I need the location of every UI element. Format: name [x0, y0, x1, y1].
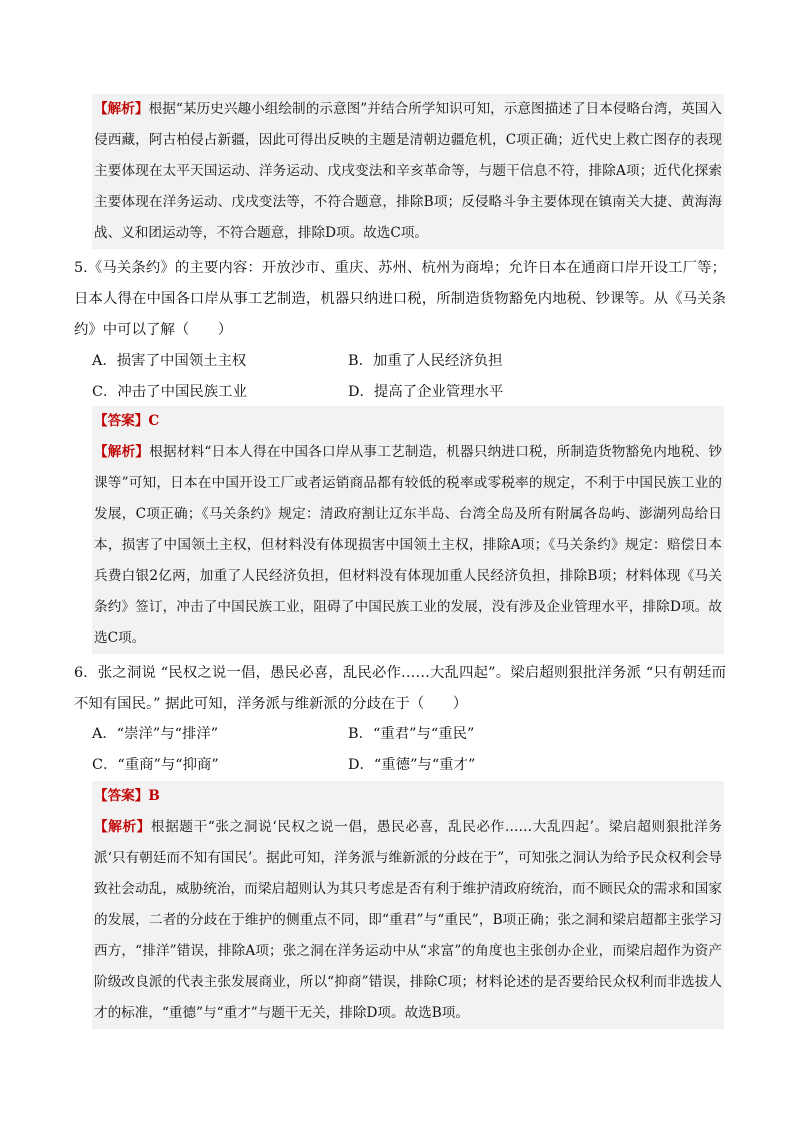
- answer-value: C: [148, 413, 160, 429]
- analysis-tag: 【解析】: [94, 819, 151, 835]
- analysis-text: 根据材料“日本人得在中国各口岸从事工艺制造，机器只纳进口税，所制造货物豁免内地税、钞课等”可知，日本在中国开设工厂或者运销商品都有较低的税率或零税率的规定，不利于中国民族工业的发展，C项正确；《马关条约》规定：清政府割让辽东半岛、台湾全岛及所有附属各岛屿、澎湖列岛给日本，损害了中国领土主权，但材料没有体现损害中国领土主权，排除A项；《马关条约》规定：赔偿日本兵费白银2亿两，加重了人民经济负担，但材料没有体现加重人民经济负担，排除B项；材料体现《马关条约》签订，冲击了中国民族工业，阻碍了中国民族工业的发展，没有涉及企业管理水平，排除D项。故选C项。: [94, 444, 723, 646]
- q5-answer-box: [92, 406, 724, 437]
- q6-answer-box: [92, 781, 724, 812]
- q5-option-a: A．损害了中国领土主权: [92, 353, 247, 369]
- answer-tag: 【答案】: [94, 413, 149, 429]
- answer-value: B: [148, 788, 160, 804]
- analysis-box-q4: [92, 94, 724, 249]
- q6-option-c: C．“重商”与“抑商”: [92, 757, 219, 773]
- q5-option-d: D．提高了企业管理水平: [348, 384, 504, 400]
- analysis-tag: 【解析】: [94, 101, 149, 117]
- answer-tag: 【答案】: [94, 788, 149, 804]
- analysis-text: 根据题干“张之洞说‘民权之说一倡，愚民必喜，乱民必作……大乱四起’。梁启超则狠批洋务派‘只有朝廷而不知有国民’。据此可知，洋务派与维新派的分歧在于”，可知张之洞认为给予民众权利会导致社会动乱，威胁统治，而梁启超则认为其只考虑是否有利于维护清政府统治，而不顾民众的需求和国家的发展，二者的分歧在于维护的侧重点不同，即“重君”与“重民”，B项正确；张之洞和梁启超都主张学习西方，“排洋”错误，排除A项；张之洞在洋务运动中从“求富”的角度也主张创办企业，而梁启超作为资产阶级改良派的代表主张发展商业，所以“抑商”错误，排除C项；材料论述的是否要给民众权利而非选拔人才的标准，“重德”与“重才”与题干无关，排除D项。故选B项。: [94, 819, 723, 1021]
- analysis-text: 根据“某历史兴趣小组绘制的示意图”并结合所学知识可知，示意图描述了日本侵略台湾，英国入侵西藏，阿古柏侵占新疆，因此可得出反映的主题是清朝边疆危机，C项正确；近代史上救亡图存的表现主要体现在太平天国运动、洋务运动、戊戌变法和辛亥革命等，与题干信息不符，排除A项；近代化探索主要体现在洋务运动、戊戌变法等，不符合题意，排除B项；反侵略斗争主要体现在镇南关大捷、黄海海战、义和团运动等，不符合题意，排除D项。故选C项。: [94, 101, 723, 241]
- question-5-stem: 5.《马关条约》的主要内容：开放沙市、重庆、苏州、杭州为商埠；允许日本在通商口岸开设工厂等；日本人得在中国各口岸从事工艺制造，机器只纳进口税，所制造货物豁免内地税、钞课等。从《马关条约》中可以了解（ ）: [74, 260, 726, 338]
- q5-option-b: B．加重了人民经济负担: [348, 353, 503, 369]
- q6-analysis-box: [92, 812, 724, 1029]
- q5-option-c: C．冲击了中国民族工业: [92, 384, 247, 400]
- q6-option-d: D．“重德”与“重才”: [348, 757, 476, 773]
- q5-analysis-box: [92, 437, 724, 654]
- q6-option-a: A．“崇洋”与“排洋”: [92, 726, 219, 742]
- analysis-tag: 【解析】: [94, 444, 150, 460]
- question-6-stem: 6．张之洞说 “民权之说一倡，愚民必喜，乱民必作……大乱四起”。梁启超则狠批洋务派 “只有朝廷而不知有国民。” 据此可知，洋务派与维新派的分歧在于（ ）: [74, 665, 726, 712]
- q6-option-b: B．“重君”与“重民”: [348, 726, 475, 742]
